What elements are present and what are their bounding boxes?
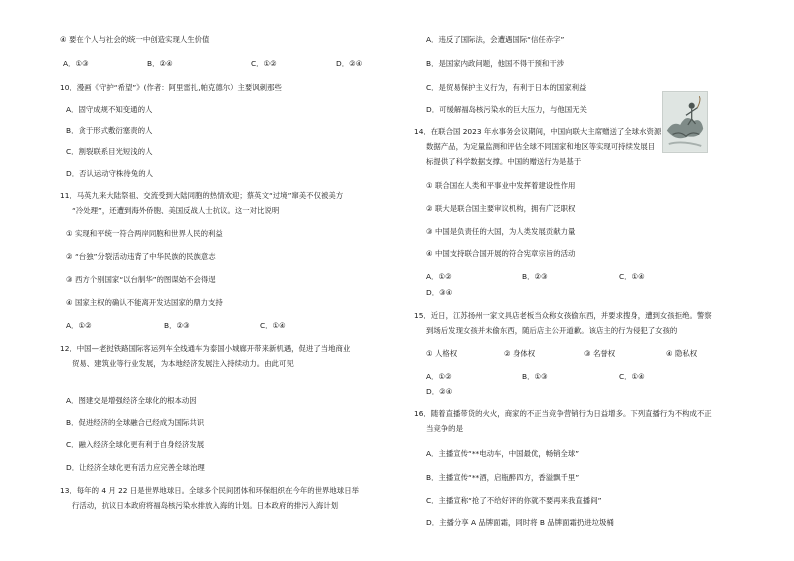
q16-choice-d[interactable]: D．主播分享 A 品牌面霜，同时将 B 品牌面霜扔进垃圾桶 xyxy=(426,518,614,527)
q11-option-c[interactable]: C．①④ xyxy=(260,321,286,330)
q11-item-4: ④ 国家主权的确认不能离开发达国家的鼎力支持 xyxy=(66,298,223,307)
q16-stem-line2: 当竞争的是 xyxy=(426,424,463,433)
q12-choice-d[interactable]: D．让经济全球化更有活力应完善全球治理 xyxy=(66,463,205,472)
q15-option-b[interactable]: B．①③ xyxy=(522,372,548,381)
q11-item-2: ② “台独”分裂活动违背了中华民族的民族意志 xyxy=(66,252,216,261)
q9-option-a[interactable]: A．①③ xyxy=(63,59,89,68)
q14-item-2: ② 联大是联合国主要审议机构，拥有广泛职权 xyxy=(426,204,576,213)
q10-choice-b[interactable]: B．贪于形式敷衍塞责的人 xyxy=(66,126,153,135)
q11-option-a[interactable]: A．①② xyxy=(66,321,92,330)
q9-option-b[interactable]: B．②④ xyxy=(147,59,173,68)
q14-item-1: ① 联合国在人类和平事业中发挥着建设性作用 xyxy=(426,181,576,190)
q9-option-d[interactable]: D．②④ xyxy=(336,59,363,68)
q16-stem-line1: 16．随着直播带货的火火，商家的不正当竞争营销行为日益增多。下列直播行为不构成不正 xyxy=(414,409,712,418)
q10-stem: 10．漫画《守护“希望”》(作者：阿里雷扎,帕克德尔）主要讽刺那些 xyxy=(60,83,282,92)
q15-option-c[interactable]: C．①④ xyxy=(619,372,645,381)
q15-item-4: ④ 隐私权 xyxy=(666,349,698,358)
q12-choice-c[interactable]: C．融入经济全球化更有利于自身经济发展 xyxy=(66,440,205,449)
q14-item-3: ③ 中国是负责任的大国，为人类发展贡献力量 xyxy=(426,227,576,236)
q12-stem-line2: 贸易、建筑业等行业发展，为本地经济发展注入持续动力。由此可见 xyxy=(72,359,294,368)
q15-item-3: ③ 名誉权 xyxy=(584,349,616,358)
q11-stem-line1: 11．马英九来大陆祭祖、交流受到大陆同胞的热情欢迎；蔡英文“过境”窜美不仅被美方 xyxy=(60,191,344,200)
q14-stem-line2: 数据产品，为定量监测和评估全球不同国家和地区等实现可持续发展目 xyxy=(426,142,656,151)
q15-item-1: ① 人格权 xyxy=(426,349,458,358)
q11-item-1: ① 实现和平统一符合两岸同胞和世界人民的利益 xyxy=(66,229,223,238)
q12-stem-line1: 12．中国—老挝铁路国际客运列车全线通车为泰国小城廊开带来新机遇，促进了当地商业 xyxy=(60,344,351,353)
q10-choice-c[interactable]: C．割裂联系目光短浅的人 xyxy=(66,147,153,156)
cartoon-illustration xyxy=(662,91,708,153)
q13-choice-a[interactable]: A．违反了国际法，会遭遇国际“信任赤字” xyxy=(426,35,565,44)
q15-stem-line1: 15．近日，江苏扬州一家文具店老板当众称女孩偷东西，并要求搜身，遭到女孩拒绝。警察 xyxy=(414,311,712,320)
q15-option-d[interactable]: D．②④ xyxy=(426,387,453,396)
q14-option-d[interactable]: D．③④ xyxy=(426,288,453,297)
q9-item-4: ④ 要在个人与社会的统一中创造实现人生价值 xyxy=(60,35,210,44)
q13-choice-b[interactable]: B．是国家内政问题，他国不得干预和干涉 xyxy=(426,59,565,68)
q16-choice-c[interactable]: C．主播宣称“抢了不给好评的你就不要再来我直播间” xyxy=(426,496,602,505)
q13-stem-line2: 行活动，抗议日本政府将福岛核污染水排放入海的计划。日本政府的排污入海计划 xyxy=(72,501,339,510)
q13-stem-line1: 13．每年的 4 月 22 日是世界地球日。全球多个民间团体和环保组织在今年的世界地球日举 xyxy=(60,486,359,495)
cartoon-drawing xyxy=(663,92,707,152)
q11-stem-line2: “冷处理”，还遭到海外侨胞、美国反战人士抗议。这一对比说明 xyxy=(72,206,280,215)
q13-choice-c[interactable]: C．是贸易保护主义行为，有利于日本的国家利益 xyxy=(426,83,587,92)
q10-choice-d[interactable]: D．否认运动守株待兔的人 xyxy=(66,169,153,178)
q16-choice-b[interactable]: B．主播宣传“**酒，启瓶醉四方，香溢飘千里” xyxy=(426,473,580,482)
q12-choice-a[interactable]: A．图建交是增强经济全球化的根本动因 xyxy=(66,396,197,405)
q15-stem-line2: 到场后发现女孩并未偷东西，随后店主公开道歉。该店主的行为侵犯了女孩的 xyxy=(426,326,678,335)
q9-option-c[interactable]: C．①② xyxy=(251,59,277,68)
q15-option-a[interactable]: A．①② xyxy=(426,372,452,381)
q14-item-4: ④ 中国支持联合国开展的符合宪章宗旨的活动 xyxy=(426,249,576,258)
q10-choice-a[interactable]: A．固守成规不知变通的人 xyxy=(66,105,153,114)
q14-stem-line3: 标提供了科学数据支撑。中国的赠送行为是基于 xyxy=(426,157,582,166)
q12-choice-b[interactable]: B．促进经济的全球融合已经成为国际共识 xyxy=(66,418,205,427)
q14-stem-line1: 14．在联合国 2023 年水事务会议期间，中国向联大主席赠送了全球水资源 xyxy=(414,127,662,136)
q11-item-3: ③ 西方个别国家“以台制华”的图谋始不会得逞 xyxy=(66,275,216,284)
q11-option-b[interactable]: B．②③ xyxy=(164,321,190,330)
q15-item-2: ② 身体权 xyxy=(504,349,536,358)
q14-option-c[interactable]: C．①④ xyxy=(619,272,645,281)
q14-option-b[interactable]: B．②③ xyxy=(522,272,548,281)
q14-option-a[interactable]: A．①② xyxy=(426,272,452,281)
q16-choice-a[interactable]: A．主播宣传“**电动车，中国最优，畅销全球” xyxy=(426,449,580,458)
q13-choice-d[interactable]: D．可缓解福岛核污染水的巨大压力，与他国无关 xyxy=(426,105,587,114)
